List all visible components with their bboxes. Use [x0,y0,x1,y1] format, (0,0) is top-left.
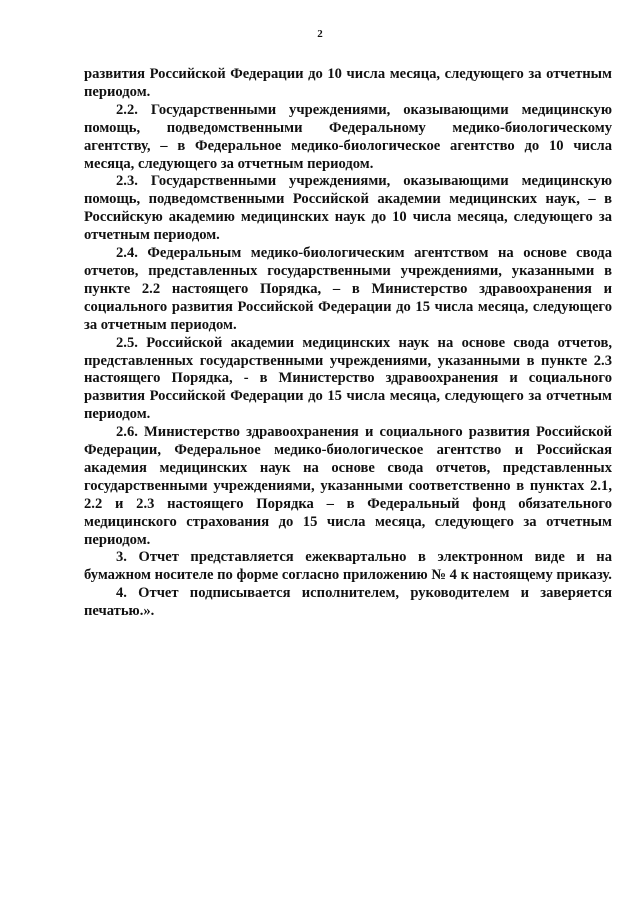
document-body [84,66,612,621]
page-number: 2 [317,28,323,40]
paragraph-2-4: 2.4. Федеральным медико-биологическим агентством на основе свода отчетов, представленных государственными учреждениями, указанными в пункте 2.2 настоящего Порядка, – в Министерство здравоохранения и социального развития Российской Федерации до 15 числа месяца, следующего за отчетным периодом. [84,245,612,333]
paragraph-3: 3. Отчет представляется ежеквартально в электронном виде и на бумажном носителе по форме согласно приложению № 4 к настоящему приказу. [84,549,612,584]
paragraph-2-2: 2.2. Государственными учреждениями, оказывающими медицинскую помощь, подведомственными Федеральному медико-биологическому агентству, – в Федеральное медико-биологическое агентство до 10 числа месяца, следующего за отчетным периодом. [84,101,612,172]
paragraph-2-3: 2.3. Государственными учреждениями, оказывающими медицинскую помощь, подведомственными Российской академии медицинских наук, – в Российскую академию медицинских наук до 10 числа месяца, следующего за отчетным периодом. [84,173,612,244]
paragraph-2-5: 2.5. Российской академии медицинских наук на основе свода отчетов, представленных государственными учреждениями, указанными в пункте 2.3 настоящего Порядка, - в Министерство здравоохранения и социального развития Российской Федерации до 15 числа месяца, следующего за отчетным периодом. [84,334,612,423]
paragraph-continuation: развития Российской Федерации до 10 числа месяца, следующего за отчетным периодом. [84,66,612,100]
paragraph-4: 4. Отчет подписывается исполнителем, руководителем и заверяется печатью.». [84,585,612,620]
paragraph-2-6: 2.6. Министерство здравоохранения и социального развития Российской Федерации, Федеральное медико-биологическое агентство и Российская академия медицинских наук на основе свода отчетов, представленных государственными учреждениями, указанными соответственно в пунктах 2.1, 2.2 и 2.3 настоящего Порядка – в Федеральный фонд обязательного медицинского страхования до 15 числа месяца, следующего за отчетным периодом. [84,424,612,548]
